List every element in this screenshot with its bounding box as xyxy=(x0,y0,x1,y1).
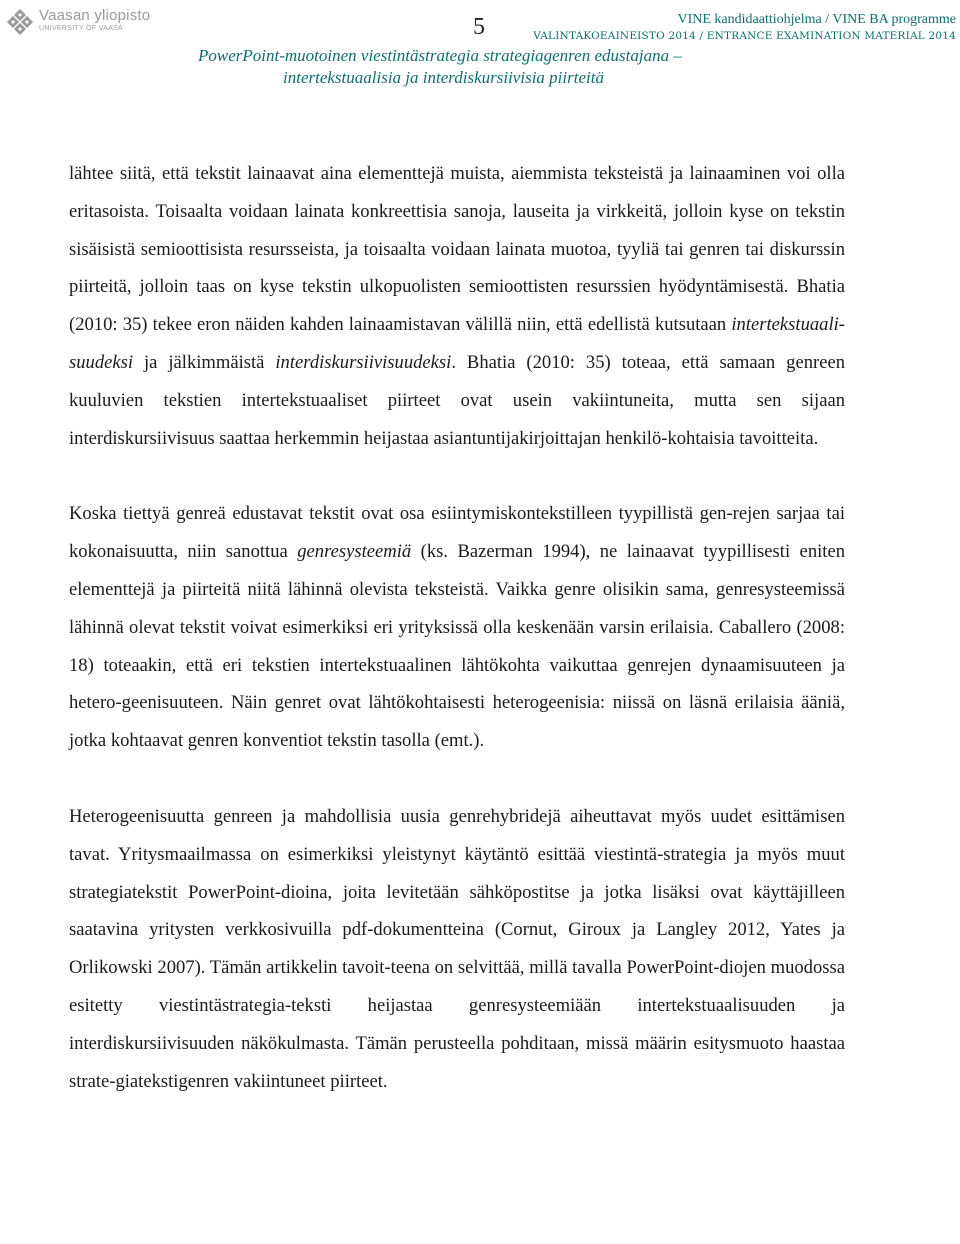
title-line-2: intertekstuaalisia ja interdiskursiivisia piirteitä xyxy=(283,68,604,87)
logo-subtitle: UNIVERSITY OF VAASA xyxy=(39,25,124,32)
document-title xyxy=(198,45,738,89)
page-number: 5 xyxy=(473,14,485,40)
term-interdiscursivity: interdiskursiivisuudeksi xyxy=(275,351,452,373)
university-logo xyxy=(6,8,150,36)
p1-text-a: lähtee siitä, että tekstit lainaavat aina elementtejä muista, aiemmista teksteistä ja lainaaminen voi olla eritasoista. Toisaalta voidaan lainata konkreettisia sanoja, lauseita ja virkkeitä, jolloin kyse on tekstin sisäisistä semioottisista resursseista, ja toisaalta voidaan lainata muotoa, tyyliä tai genren tai diskurssin piirteitä, jolloin taas on kyse tekstin ulkopuolisten semioottisten resurssien hyödyntämisestä. Bhatia (2010: 35) tekee eron näiden kahden lainaamistavan välillä niin, että edellistä kutsutaan xyxy=(69,163,845,336)
programme-info xyxy=(533,11,956,45)
p2-text-b: (ks. Bazerman 1994), ne lainaavat tyypillisesti eniten elementtejä ja piirteitä niitä lähinnä olevista teksteistä. Vaikka genre olisikin sama, genresysteemissä lähinnä olevat tekstit voivat esimerkiksi eri yrityksissä olla keskenään varsin erilaisia. Caballero (2008: 18) toteaakin, että eri tekstien intertekstuaalinen lähtökohta vaikuttaa genrejen dynaamisuuteen ja hetero-geenisuuteen. Näin genret ovat lähtökohtaisesti heterogeenisia: niissä on läsnä erilaisia ääniä, jotka kohtaavat genren konventiot tekstin tasolla (emt.). xyxy=(69,541,845,752)
p2-text-a: Koska tiettyä genreä edustavat tekstit ovat osa esiintymiskontekstilleen tyypillistä gen-rejen sarjaa tai kokonaisuutta, niin sanottua xyxy=(69,503,845,563)
paragraph-2 xyxy=(69,495,845,760)
logo-emblem-icon xyxy=(6,8,34,36)
page-header xyxy=(0,0,960,90)
programme-line: VINE kandidaattiohjelma / VINE BA programme xyxy=(677,12,956,27)
term-genre-system: genresysteemiä xyxy=(297,541,412,563)
p1-text-c: . Bhatia (2010: 35) toteaa, että samaan genreen kuuluvien tekstien intertekstuaaliset piirteet ovat usein vakiintuneita, mutta sen sijaan interdiskursiivisuus saattaa herkemmin heijastaa asiantuntijakirjoittajan henkilö-kohtaisia tavoitteita. xyxy=(69,351,845,449)
p1-text-b: ja jälkimmäistä xyxy=(133,351,276,373)
body-text xyxy=(69,155,845,1100)
logo-name: Vaasan yliopisto xyxy=(39,7,151,24)
paragraph-1 xyxy=(69,155,845,457)
exam-material-line: VALINTAKOEAINEISTO 2014 / ENTRANCE EXAMINATION MATERIAL 2014 xyxy=(533,30,956,42)
title-line-1: PowerPoint-muotoinen viestintästrategia strategiagenren edustajana – xyxy=(198,46,682,65)
term-intertextuality: intertekstuaali-suudeksi xyxy=(69,314,845,373)
paragraph-3: Heterogeenisuutta genreen ja mahdollisia uusia genrehybridejä aiheuttavat myös uudet esittämisen tavat. Yritysmaailmassa on esimerkiksi yleistynyt käytäntö esittää viestintä-strategia ja myös muut strategiatekstit PowerPoint-dioina, joita levitetään sähköpostitse ja jotka lisäksi ovat käyttäjilleen saatavina yritysten verkkosivuilla pdf-dokumentteina (Cornut, Giroux ja Langley 2012, Yates ja Orlikowski 2007). Tämän artikkelin tavoit-teena on selvittää, millä tavalla PowerPoint-diojen muodossa esitetty viestintästrategia-teksti heijastaa genresysteemiään intertekstuaalisuuden ja interdiskursiivisuuden näkökulmasta. Tämän perusteella pohditaan, missä määrin esitysmuoto haastaa strate-giatekstigenren vakiintuneet piirteet. xyxy=(69,805,845,1092)
